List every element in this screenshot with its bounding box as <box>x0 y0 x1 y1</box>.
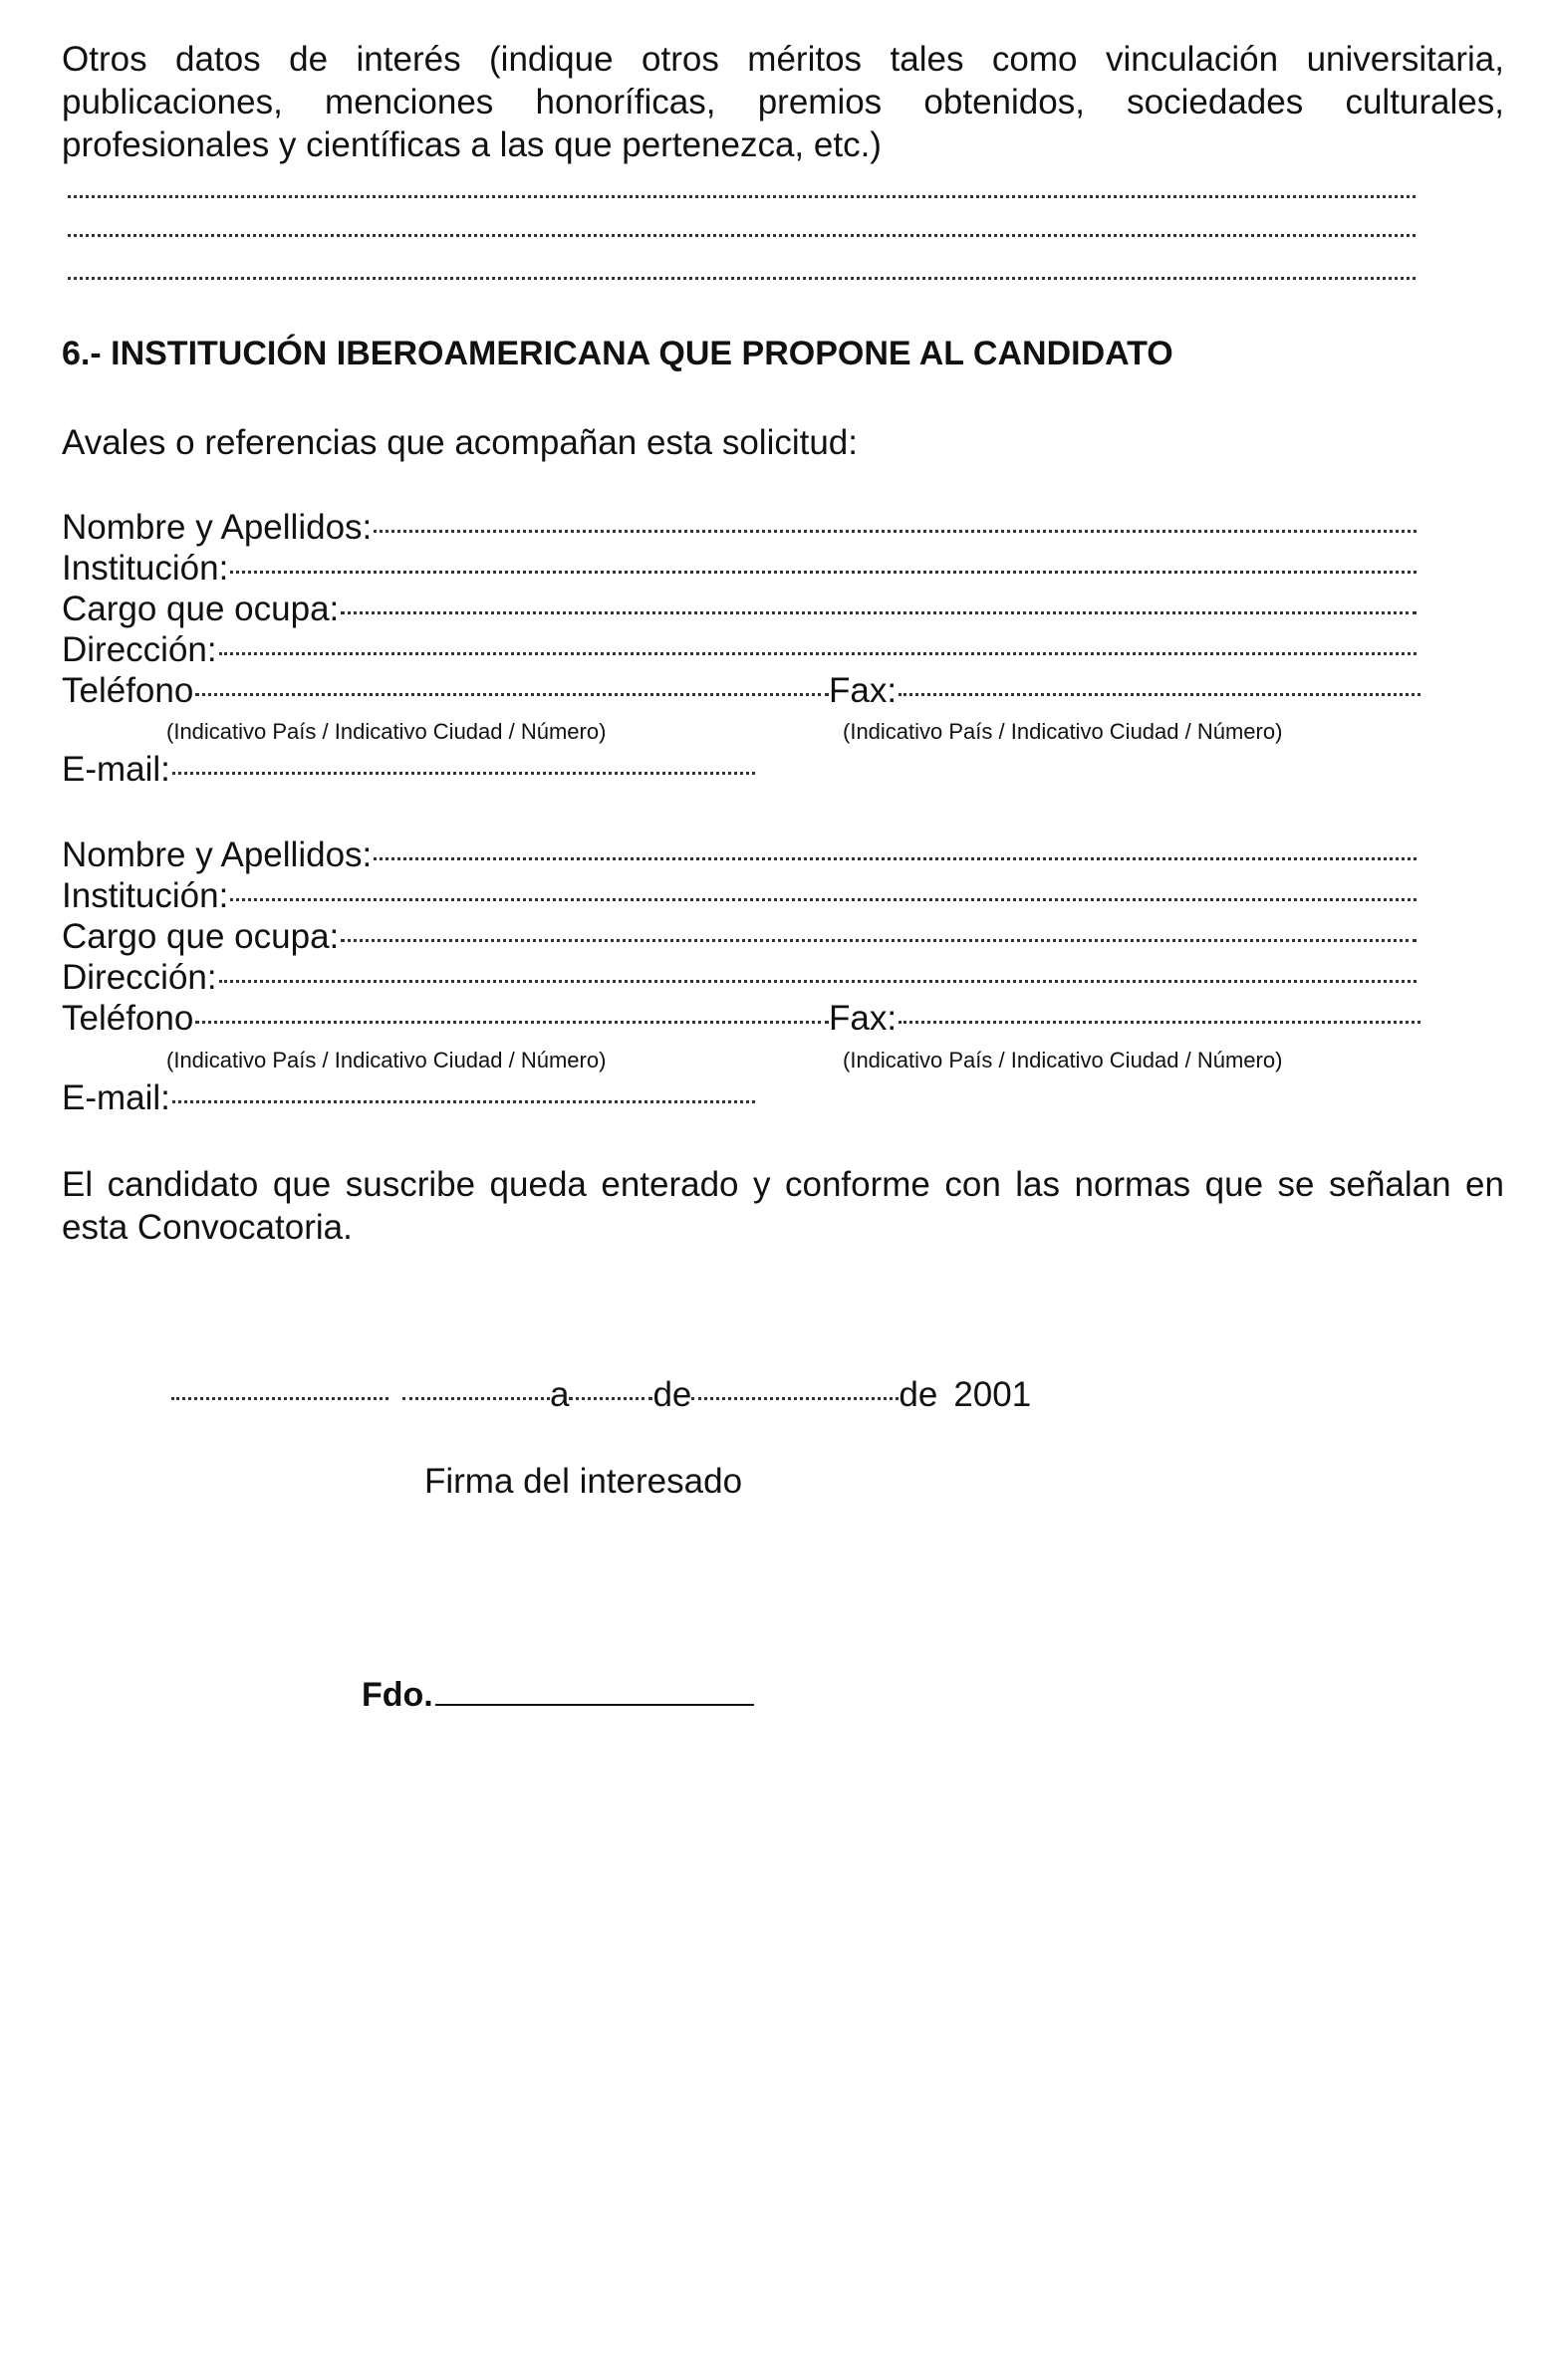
ref2-fax-input[interactable] <box>899 1021 1420 1024</box>
ref2-position-input[interactable] <box>341 939 1417 942</box>
ref1-fax-input[interactable] <box>899 693 1420 696</box>
ref1-address-label: Dirección: <box>62 630 217 669</box>
ref1-institution-field[interactable] <box>62 548 1417 590</box>
ref2-fax-field[interactable] <box>829 998 1420 1040</box>
date-de-word-2: de <box>899 1375 938 1414</box>
ref2-address-label: Dirección: <box>62 958 217 997</box>
ref1-email-input[interactable] <box>172 772 755 775</box>
ref2-name-label: Nombre y Apellidos: <box>62 835 373 874</box>
ref1-fax-field[interactable] <box>829 670 1420 712</box>
fdo-label: Fdo. <box>362 1676 433 1714</box>
ref1-fax-hint: (Indicativo País / Indicativo Ciudad / Número) <box>843 719 1283 744</box>
ref1-email-label: E-mail: <box>62 750 170 789</box>
ref2-fax-hint: (Indicativo País / Indicativo Ciudad / Número) <box>843 1048 1283 1072</box>
ref1-position-field[interactable] <box>62 589 1417 630</box>
ref1-institution-input[interactable] <box>230 571 1417 574</box>
ref2-email-input[interactable] <box>172 1100 755 1103</box>
ref2-email-label: E-mail: <box>62 1078 170 1117</box>
month-input[interactable] <box>691 1397 899 1400</box>
other-merits-prompt: Otros datos de interés (indique otros méritos tales como vinculación universitaria, publicaciones, menciones honoríficas, premios obtenidos, sociedades culturales, profesionales y científicas a las que pertenezca, etc.) <box>62 40 1504 164</box>
ref2-institution-label: Institución: <box>62 876 229 915</box>
ref2-address-field[interactable] <box>62 957 1417 999</box>
date-year: 2001 <box>953 1375 1032 1414</box>
date-line <box>171 1374 1031 1416</box>
ref2-name-field[interactable] <box>62 834 1417 876</box>
date-de-word-1: de <box>652 1375 692 1414</box>
ref1-fax-label: Fax: <box>829 671 898 710</box>
signature-caption: Firma del interesado <box>424 1462 743 1501</box>
ref2-phone-fax-row <box>62 998 1420 1040</box>
ref2-phone-label: Teléfono <box>62 999 194 1038</box>
ref2-phone-input[interactable] <box>195 1021 829 1024</box>
other-merits-answer-line-3[interactable] <box>68 277 1416 280</box>
ref2-phone-field[interactable] <box>62 998 829 1040</box>
ref1-name-label: Nombre y Apellidos: <box>62 508 373 547</box>
ref2-position-label: Cargo que ocupa: <box>62 917 340 956</box>
ref1-institution-label: Institución: <box>62 549 229 588</box>
date-a-word: a <box>550 1375 570 1414</box>
section-heading: 6.- INSTITUCIÓN IBEROAMERICANA QUE PROPONE AL CANDIDATO <box>62 335 1173 372</box>
ref2-email-field[interactable] <box>62 1077 755 1119</box>
avales-label: Avales o referencias que acompañan esta solicitud: <box>62 423 859 462</box>
other-merits-answer-line-1[interactable] <box>68 195 1416 198</box>
ref1-name-input[interactable] <box>374 530 1417 533</box>
ref1-phone-fax-row <box>62 670 1420 712</box>
ref1-phone-field[interactable] <box>62 670 829 712</box>
ref1-name-field[interactable] <box>62 507 1417 549</box>
ref2-fax-label: Fax: <box>829 999 898 1038</box>
ref1-position-input[interactable] <box>341 611 1417 614</box>
ref2-address-input[interactable] <box>219 980 1417 983</box>
ref1-address-field[interactable] <box>62 629 1417 671</box>
signature-field[interactable] <box>362 1675 754 1716</box>
other-merits-answer-line-2[interactable] <box>68 234 1416 237</box>
ref1-phone-input[interactable] <box>195 693 829 696</box>
ref2-institution-input[interactable] <box>230 898 1417 901</box>
ref1-address-input[interactable] <box>219 652 1417 655</box>
conformity-statement: El candidato que suscribe queda enterado y conforme con las normas que se señalan en esta Convocatoria. <box>62 1165 1504 1247</box>
ref1-email-field[interactable] <box>62 749 755 791</box>
day-input[interactable] <box>569 1397 652 1400</box>
ref2-name-input[interactable] <box>374 857 1417 860</box>
ref2-institution-field[interactable] <box>62 875 1417 917</box>
ref1-position-label: Cargo que ocupa: <box>62 590 340 628</box>
ref2-position-field[interactable] <box>62 916 1417 958</box>
ref1-phone-label: Teléfono <box>62 671 194 710</box>
signature-line[interactable] <box>435 1704 754 1706</box>
place-input-2[interactable] <box>402 1397 550 1400</box>
place-input[interactable] <box>171 1397 388 1400</box>
ref1-phone-hint: (Indicativo País / Indicativo Ciudad / Número) <box>166 719 607 744</box>
ref2-phone-hint: (Indicativo País / Indicativo Ciudad / Número) <box>166 1048 607 1072</box>
